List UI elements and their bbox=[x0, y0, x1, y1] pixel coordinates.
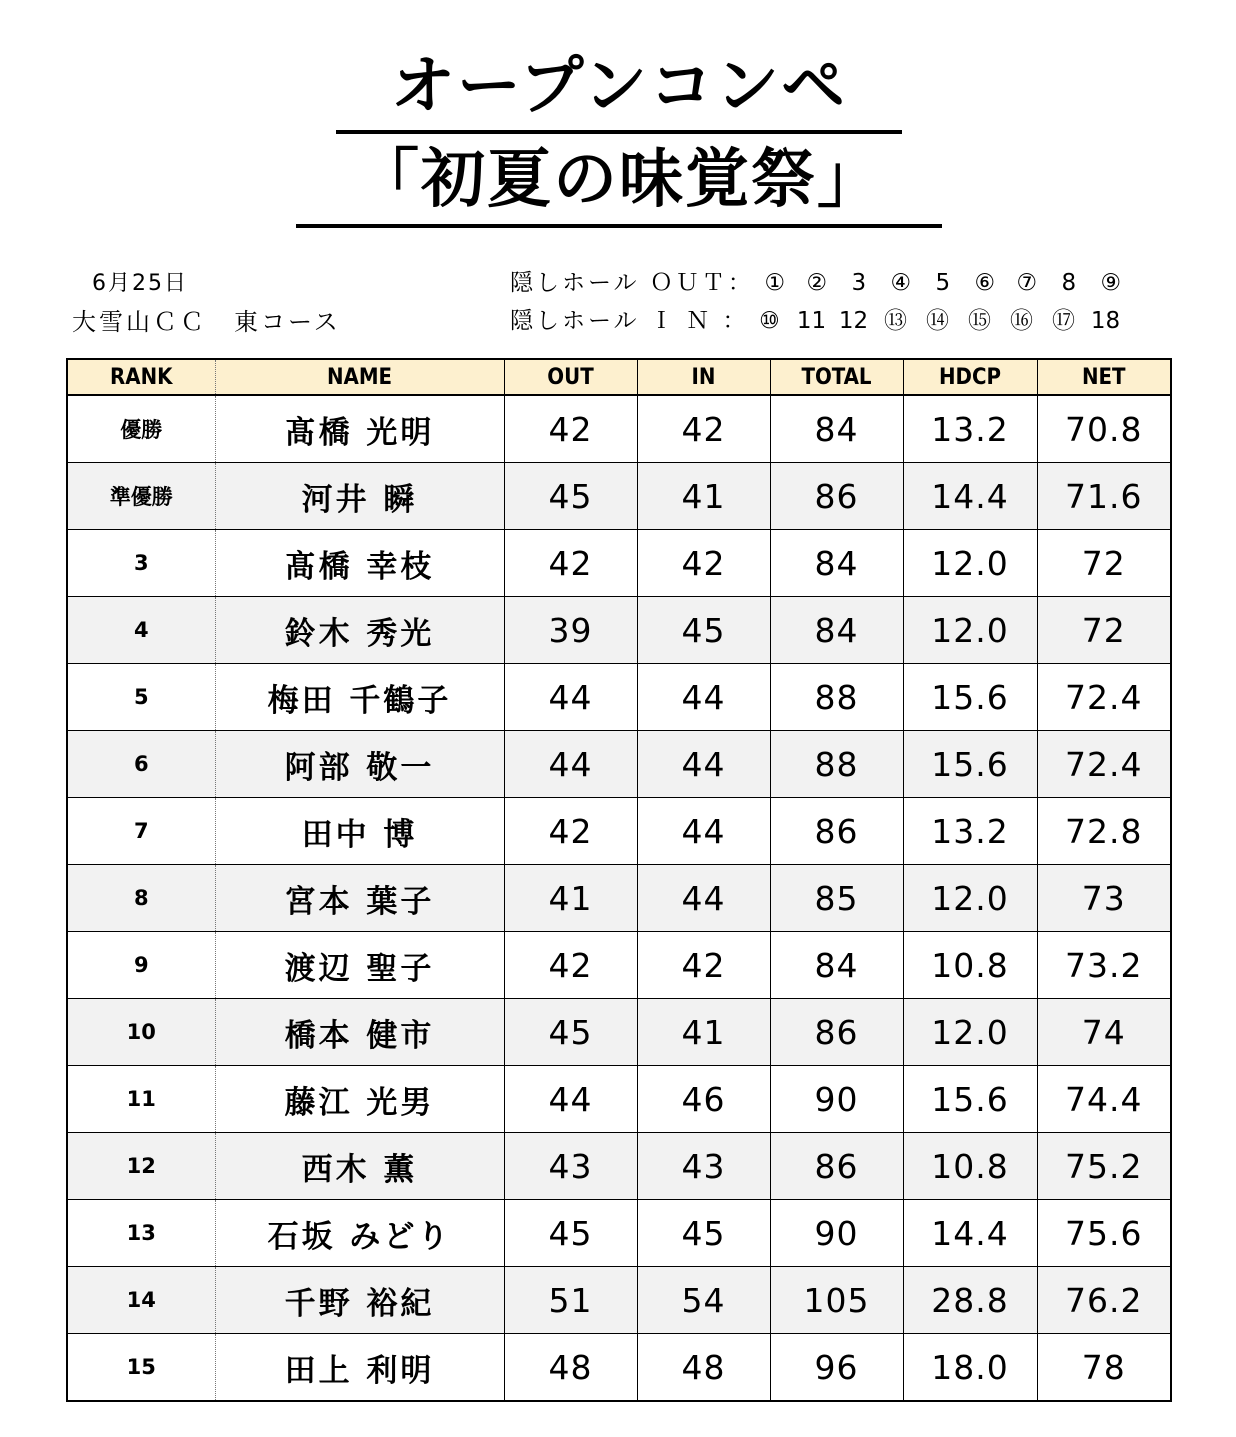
cell-hdcp: 10.8 bbox=[903, 1133, 1037, 1200]
cell-out: 44 bbox=[504, 664, 637, 731]
cell-total: 90 bbox=[770, 1066, 903, 1133]
cell-total: 84 bbox=[770, 597, 903, 664]
hidden-holes-in-label: 隠しホール Ｉ Ｎ ： bbox=[510, 308, 749, 334]
table-row bbox=[67, 597, 1171, 664]
cell-out: 42 bbox=[504, 932, 637, 999]
cell-in: 41 bbox=[637, 463, 770, 530]
cell-hdcp: 15.6 bbox=[903, 664, 1037, 731]
cell-in: 45 bbox=[637, 1200, 770, 1267]
cell-out: 39 bbox=[504, 597, 637, 664]
hidden-hole: ⑦ bbox=[1016, 270, 1038, 296]
header-rank: RANK bbox=[67, 359, 215, 395]
cell-name: 梅田 千鶴子 bbox=[215, 664, 504, 731]
cell-name: 宮本 葉子 bbox=[215, 865, 504, 932]
cell-out: 45 bbox=[504, 1200, 637, 1267]
cell-total: 84 bbox=[770, 395, 903, 463]
title-line-1: オープンコンペ bbox=[336, 50, 902, 134]
cell-out: 51 bbox=[504, 1267, 637, 1334]
cell-in: 46 bbox=[637, 1066, 770, 1133]
cell-hdcp: 13.2 bbox=[903, 798, 1037, 865]
cell-name: 藤江 光男 bbox=[215, 1066, 504, 1133]
hidden-hole: ④ bbox=[890, 270, 912, 296]
cell-hdcp: 14.4 bbox=[903, 1200, 1037, 1267]
cell-net: 75.2 bbox=[1037, 1133, 1171, 1200]
cell-total: 88 bbox=[770, 664, 903, 731]
cell-name: 田上 利明 bbox=[215, 1334, 504, 1402]
cell-name: 田中 博 bbox=[215, 798, 504, 865]
cell-in: 44 bbox=[637, 664, 770, 731]
cell-net: 75.6 bbox=[1037, 1200, 1171, 1267]
table-row bbox=[67, 999, 1171, 1066]
hidden-hole: 11 bbox=[796, 308, 827, 334]
cell-net: 70.8 bbox=[1037, 395, 1171, 463]
hidden-hole: ② bbox=[806, 270, 828, 296]
table-row bbox=[67, 1334, 1171, 1402]
cell-hdcp: 12.0 bbox=[903, 865, 1037, 932]
header-hdcp: HDCP bbox=[903, 359, 1037, 395]
cell-out: 45 bbox=[504, 463, 637, 530]
cell-name: 髙橋 光明 bbox=[215, 395, 504, 463]
hidden-hole: 3 bbox=[851, 270, 867, 296]
hidden-hole: ① bbox=[764, 270, 786, 296]
results-table bbox=[66, 358, 1172, 1402]
cell-hdcp: 12.0 bbox=[903, 597, 1037, 664]
cell-total: 88 bbox=[770, 731, 903, 798]
cell-rank: 6 bbox=[67, 731, 215, 798]
cell-name: 渡辺 聖子 bbox=[215, 932, 504, 999]
cell-hdcp: 13.2 bbox=[903, 395, 1037, 463]
title-line-2: 「初夏の味覚祭」 bbox=[296, 140, 942, 228]
cell-net: 72.8 bbox=[1037, 798, 1171, 865]
cell-in: 44 bbox=[637, 798, 770, 865]
table-row bbox=[67, 664, 1171, 731]
cell-in: 44 bbox=[637, 731, 770, 798]
hidden-holes-out-label: 隠しホール ＯＵＴ： bbox=[510, 270, 754, 296]
cell-name: 橋本 健市 bbox=[215, 999, 504, 1066]
header-name: NAME bbox=[215, 359, 504, 395]
table-row bbox=[67, 1267, 1171, 1334]
table-row bbox=[67, 731, 1171, 798]
cell-in: 41 bbox=[637, 999, 770, 1066]
cell-in: 42 bbox=[637, 932, 770, 999]
table-row bbox=[67, 1066, 1171, 1133]
cell-net: 72 bbox=[1037, 530, 1171, 597]
header-in: IN bbox=[637, 359, 770, 395]
hidden-hole: ⑬ bbox=[883, 308, 907, 334]
cell-total: 84 bbox=[770, 530, 903, 597]
cell-net: 73 bbox=[1037, 865, 1171, 932]
cell-net: 71.6 bbox=[1037, 463, 1171, 530]
cell-rank: 12 bbox=[67, 1133, 215, 1200]
cell-in: 43 bbox=[637, 1133, 770, 1200]
cell-rank: 13 bbox=[67, 1200, 215, 1267]
cell-rank: 15 bbox=[67, 1334, 215, 1402]
cell-total: 86 bbox=[770, 999, 903, 1066]
cell-total: 86 bbox=[770, 1133, 903, 1200]
cell-net: 72 bbox=[1037, 597, 1171, 664]
cell-name: 千野 裕紀 bbox=[215, 1267, 504, 1334]
cell-net: 76.2 bbox=[1037, 1267, 1171, 1334]
cell-hdcp: 15.6 bbox=[903, 1066, 1037, 1133]
cell-total: 96 bbox=[770, 1334, 903, 1402]
cell-net: 72.4 bbox=[1037, 664, 1171, 731]
hidden-hole: 18 bbox=[1090, 308, 1121, 334]
cell-hdcp: 15.6 bbox=[903, 731, 1037, 798]
cell-in: 44 bbox=[637, 865, 770, 932]
hidden-hole: ⑩ bbox=[759, 308, 780, 334]
cell-hdcp: 14.4 bbox=[903, 463, 1037, 530]
cell-net: 74 bbox=[1037, 999, 1171, 1066]
cell-hdcp: 12.0 bbox=[903, 530, 1037, 597]
cell-net: 78 bbox=[1037, 1334, 1171, 1402]
table-row bbox=[67, 1133, 1171, 1200]
cell-net: 73.2 bbox=[1037, 932, 1171, 999]
table-row bbox=[67, 798, 1171, 865]
hidden-hole: ⑭ bbox=[925, 308, 949, 334]
cell-hdcp: 18.0 bbox=[903, 1334, 1037, 1402]
hidden-hole: 12 bbox=[838, 308, 869, 334]
cell-out: 42 bbox=[504, 395, 637, 463]
cell-total: 86 bbox=[770, 463, 903, 530]
cell-out: 48 bbox=[504, 1334, 637, 1402]
cell-rank: 準優勝 bbox=[67, 463, 215, 530]
cell-in: 48 bbox=[637, 1334, 770, 1402]
hidden-hole: 8 bbox=[1061, 270, 1077, 296]
table-row bbox=[67, 463, 1171, 530]
cell-net: 74.4 bbox=[1037, 1066, 1171, 1133]
header-net: NET bbox=[1037, 359, 1171, 395]
cell-name: 石坂 みどり bbox=[215, 1200, 504, 1267]
cell-rank: 8 bbox=[67, 865, 215, 932]
cell-rank: 14 bbox=[67, 1267, 215, 1334]
cell-rank: 優勝 bbox=[67, 395, 215, 463]
hidden-holes-in bbox=[510, 302, 1126, 335]
hidden-hole: ⑮ bbox=[967, 308, 991, 334]
hidden-hole: ⑨ bbox=[1100, 270, 1122, 296]
table-row bbox=[67, 932, 1171, 999]
cell-rank: 9 bbox=[67, 932, 215, 999]
cell-rank: 10 bbox=[67, 999, 215, 1066]
hidden-hole: ⑰ bbox=[1051, 308, 1075, 334]
course-name: 大雪山ＣＣ 東コース bbox=[72, 308, 341, 336]
cell-total: 84 bbox=[770, 932, 903, 999]
cell-name: 髙橋 幸枝 bbox=[215, 530, 504, 597]
table-row bbox=[67, 395, 1171, 463]
cell-out: 42 bbox=[504, 530, 637, 597]
cell-rank: 4 bbox=[67, 597, 215, 664]
cell-net: 72.4 bbox=[1037, 731, 1171, 798]
hidden-hole: ⑯ bbox=[1009, 308, 1033, 334]
hidden-holes-out bbox=[510, 264, 1132, 297]
cell-hdcp: 28.8 bbox=[903, 1267, 1037, 1334]
cell-in: 54 bbox=[637, 1267, 770, 1334]
cell-out: 45 bbox=[504, 999, 637, 1066]
cell-total: 90 bbox=[770, 1200, 903, 1267]
cell-out: 43 bbox=[504, 1133, 637, 1200]
hidden-hole: ⑥ bbox=[974, 270, 996, 296]
hidden-hole: 5 bbox=[935, 270, 951, 296]
table-row bbox=[67, 530, 1171, 597]
header-out: OUT bbox=[504, 359, 637, 395]
cell-in: 42 bbox=[637, 395, 770, 463]
cell-out: 44 bbox=[504, 1066, 637, 1133]
cell-rank: 3 bbox=[67, 530, 215, 597]
cell-hdcp: 10.8 bbox=[903, 932, 1037, 999]
cell-rank: 7 bbox=[67, 798, 215, 865]
table-row bbox=[67, 865, 1171, 932]
cell-name: 河井 瞬 bbox=[215, 463, 504, 530]
cell-total: 86 bbox=[770, 798, 903, 865]
event-date: 6月25日 bbox=[92, 271, 188, 296]
cell-total: 105 bbox=[770, 1267, 903, 1334]
cell-name: 阿部 敬一 bbox=[215, 731, 504, 798]
cell-rank: 11 bbox=[67, 1066, 215, 1133]
cell-total: 85 bbox=[770, 865, 903, 932]
cell-hdcp: 12.0 bbox=[903, 999, 1037, 1066]
table-row bbox=[67, 1200, 1171, 1267]
header-row bbox=[67, 359, 1171, 395]
cell-in: 42 bbox=[637, 530, 770, 597]
cell-out: 44 bbox=[504, 731, 637, 798]
cell-out: 41 bbox=[504, 865, 637, 932]
cell-name: 鈴木 秀光 bbox=[215, 597, 504, 664]
cell-out: 42 bbox=[504, 798, 637, 865]
header-total: TOTAL bbox=[770, 359, 903, 395]
cell-rank: 5 bbox=[67, 664, 215, 731]
cell-name: 西木 薫 bbox=[215, 1133, 504, 1200]
cell-in: 45 bbox=[637, 597, 770, 664]
